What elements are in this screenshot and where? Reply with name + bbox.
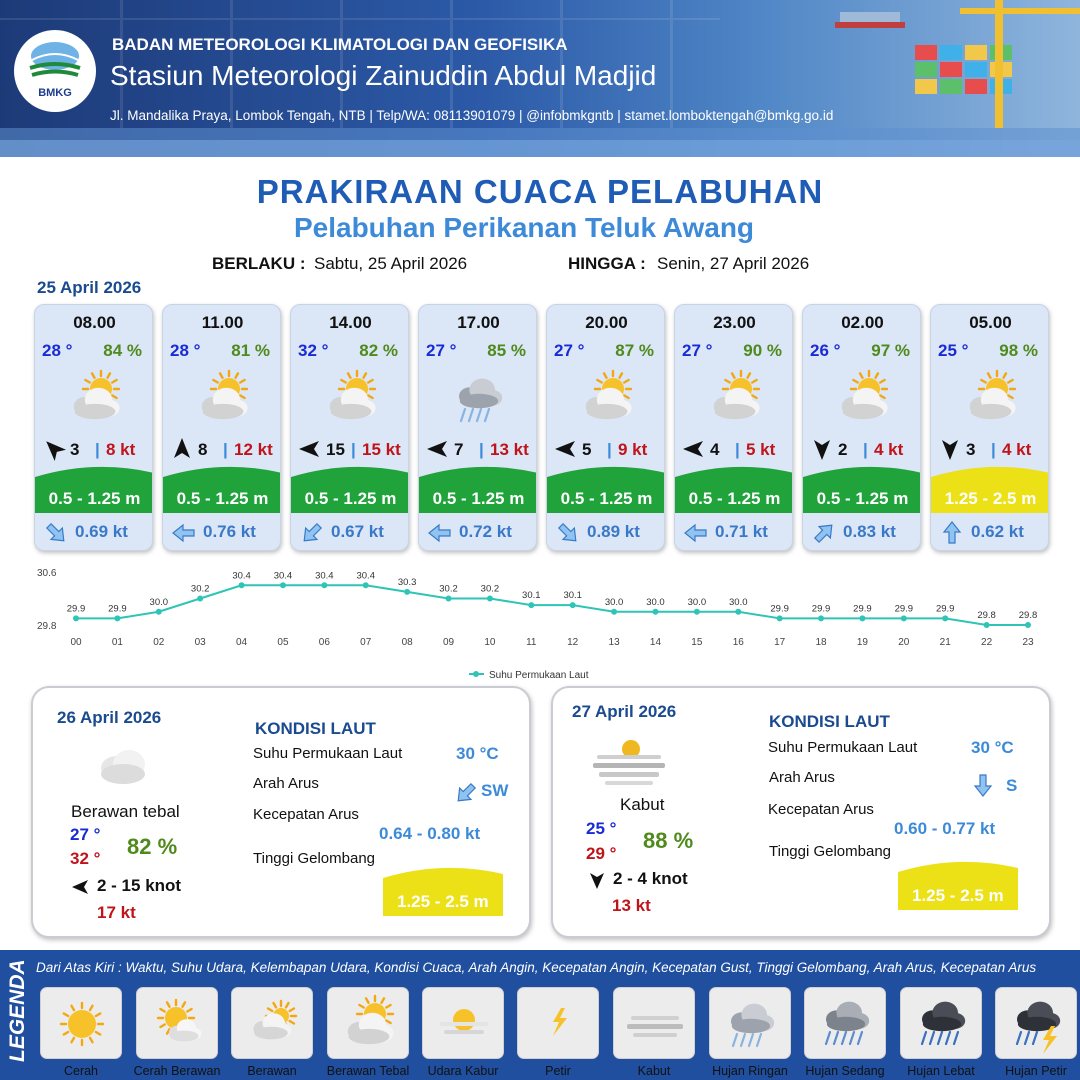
day2-current-speed-label: Kecepatan Arus [253, 806, 359, 823]
hour-humidity: 90 % [743, 341, 782, 360]
separator: | [863, 440, 868, 459]
legend-hujan-sedang [804, 987, 886, 1059]
x-tick-label: 21 [939, 637, 951, 648]
current-arrow-icon [810, 519, 838, 551]
data-point [859, 615, 865, 621]
data-label: 30.3 [397, 576, 417, 588]
contact-info: Jl. Mandalika Praya, Lombok Tengah, NTB | Telp/WA: 08113901079 | @infobmkgntb | stamet.lomboktengah@bmkg.go.id [110, 108, 834, 123]
x-tick-label: 19 [856, 637, 868, 648]
data-point [363, 582, 369, 588]
x-tick-label: 09 [442, 637, 455, 648]
wind-arrow-icon [424, 435, 452, 468]
day2-wave-label: Tinggi Gelombang [253, 850, 376, 867]
legend-label: Berawan [247, 1064, 297, 1078]
station-name: Stasiun Meteorologi Zainuddin Abdul Madjid [110, 60, 657, 91]
day3-temp-max: 29 ° [586, 844, 617, 863]
data-point [446, 596, 452, 602]
day3-sst-label: Suhu Permukaan Laut [768, 739, 918, 756]
day3-panel [551, 686, 1051, 938]
data-label: 30.0 [729, 596, 748, 608]
hour-wind-speed: 5 [582, 440, 592, 459]
day2-humidity: 82 % [127, 834, 178, 859]
legend-label: Udara Kabur [427, 1064, 499, 1078]
day3-temp-min: 25 ° [586, 819, 617, 838]
data-label: 29.8 [977, 610, 996, 621]
hour-current-speed: 0.72 kt [459, 522, 512, 541]
day2-temp-min: 27 ° [70, 825, 101, 844]
separator: | [735, 440, 740, 459]
hour-gust: 9 kt [618, 440, 648, 459]
day2-temp-max: 32 ° [70, 849, 101, 868]
legend-label: Hujan Lebat [907, 1064, 975, 1078]
data-label: 29.9 [853, 603, 872, 615]
data-point [611, 609, 617, 615]
x-tick-label: 23 [1022, 637, 1034, 648]
wind-arrow-icon [69, 876, 93, 903]
data-label: 30.1 [563, 590, 582, 602]
hour-temp: 32 ° [298, 341, 329, 360]
x-tick-label: 02 [153, 637, 165, 648]
y-tick-label: 30.6 [37, 568, 57, 579]
x-tick-label: 17 [774, 637, 786, 648]
berawan-tebal-icon [329, 990, 409, 1063]
day1-date: 25 April 2026 [37, 278, 142, 297]
kabut-icon [615, 990, 695, 1063]
hour-current-speed: 0.71 kt [715, 522, 768, 541]
hour-temp: 25 ° [938, 341, 969, 360]
separator: | [351, 440, 356, 459]
legend-label: Hujan Ringan [712, 1064, 788, 1078]
hour-wave: 0.5 - 1.25 m [48, 489, 141, 508]
header-banner [0, 0, 1080, 157]
hour-humidity: 81 % [231, 341, 270, 360]
hour-current-speed: 0.89 kt [587, 522, 640, 541]
day2-date: 26 April 2026 [57, 708, 162, 727]
hour-wind-speed: 15 [326, 440, 345, 459]
hourly-forecast-cards [0, 304, 1080, 552]
legend-label: Petir [545, 1064, 571, 1078]
x-tick-label: 04 [236, 637, 248, 648]
data-label: 30.4 [273, 570, 293, 582]
data-label: 30.2 [190, 583, 210, 595]
valid-to-label: HINGGA : [568, 254, 646, 273]
data-point [239, 582, 245, 588]
thick-cloud-icon [93, 738, 153, 793]
hour-current-speed: 0.83 kt [843, 522, 896, 541]
hour-time: 17.00 [457, 313, 500, 332]
current-arrow-icon [170, 519, 198, 551]
data-label: 30.4 [315, 570, 334, 582]
wind-arrow-icon [808, 435, 836, 468]
separator: | [991, 440, 996, 459]
legend-label: Cerah [63, 1064, 99, 1078]
hour-temp: 27 ° [554, 341, 585, 360]
berawan-tebal-icon [183, 365, 263, 438]
page-title: PRAKIRAAN CUACA PELABUHAN [256, 173, 824, 210]
valid-from-value: Sabtu, 25 April 2026 [314, 254, 468, 273]
berawan-tebal-icon [567, 365, 647, 438]
day2-current-dir: SW [481, 781, 509, 800]
hour-wave: 0.5 - 1.25 m [688, 489, 781, 508]
hujan-ringan-icon [439, 365, 519, 438]
hour-wave: 0.5 - 1.25 m [432, 489, 525, 508]
day2-gust: 17 kt [97, 903, 136, 922]
sst-chart [0, 560, 1080, 685]
day3-gust: 13 kt [612, 896, 651, 915]
day3-condition: Kabut [620, 795, 665, 814]
separator: | [479, 440, 484, 459]
day3-current-speed-label: Kecepatan Arus [768, 801, 874, 818]
legend-hujan-petir [995, 987, 1077, 1059]
day3-current-dir: S [1006, 776, 1018, 795]
legend-cerah [40, 987, 122, 1059]
data-point [114, 615, 120, 621]
x-tick-label: 01 [111, 637, 123, 648]
day3-sea-title: KONDISI LAUT [769, 712, 890, 731]
hour-gust: 5 kt [746, 440, 776, 459]
hour-wind-speed: 8 [198, 440, 208, 459]
data-point [487, 596, 493, 602]
legend-title: LEGENDA [6, 959, 29, 1062]
hour-current-speed: 0.69 kt [75, 522, 128, 541]
hour-wind-speed: 4 [710, 440, 720, 459]
page-subtitle: Pelabuhan Perikanan Teluk Awang [293, 212, 755, 243]
berawan-tebal-icon [311, 365, 391, 438]
data-label: 29.9 [66, 603, 86, 615]
current-arrow-icon [682, 519, 710, 551]
legend-hujan-lebat [900, 987, 982, 1059]
hour-card [418, 304, 537, 551]
hour-time: 14.00 [329, 313, 372, 332]
hour-card [34, 304, 153, 551]
data-point [984, 622, 990, 628]
hour-gust: 8 kt [106, 440, 136, 459]
legend-panel [0, 950, 1080, 1080]
data-point [942, 615, 948, 621]
data-label: 30.0 [604, 596, 624, 608]
valid-to-value: Senin, 27 April 2026 [657, 254, 810, 273]
day3-wave: 1.25 - 2.5 m [912, 886, 1004, 905]
hour-gust: 15 kt [362, 440, 401, 459]
hour-current-speed: 0.76 kt [203, 522, 256, 541]
hour-humidity: 84 % [103, 341, 142, 360]
day3-wind: 2 - 4 knot [613, 869, 688, 888]
data-point [280, 582, 286, 588]
legend-label: Suhu Permukaan Laut [489, 670, 589, 681]
agency-name: BADAN METEOROLOGI KLIMATOLOGI DAN GEOFISIKA [112, 35, 568, 54]
hour-card [674, 304, 793, 551]
hour-time: 11.00 [201, 313, 244, 332]
sst-chart-svg [0, 560, 1080, 685]
hour-temp: 27 ° [682, 341, 713, 360]
hujan-ringan-icon [711, 990, 791, 1063]
hujan-sedang-icon [806, 990, 886, 1063]
hour-time: 20.00 [585, 313, 628, 332]
hour-current-speed: 0.67 kt [331, 522, 384, 541]
data-point [652, 609, 658, 615]
day2-condition: Berawan tebal [71, 802, 180, 821]
cerah-icon [42, 990, 122, 1063]
legend-label: Hujan Petir [1005, 1064, 1067, 1078]
x-tick-label: 20 [898, 637, 910, 648]
day2-panel [31, 686, 531, 938]
day2-wave: 1.25 - 2.5 m [397, 892, 489, 911]
hour-wave: 0.5 - 1.25 m [816, 489, 909, 508]
legend-hujan-ringan [709, 987, 791, 1059]
day3-date: 27 April 2026 [572, 702, 677, 721]
hour-gust: 13 kt [490, 440, 529, 459]
hour-time: 02.00 [841, 313, 884, 332]
x-tick-label: 14 [649, 637, 662, 648]
hujan-lebat-icon [902, 990, 982, 1063]
hour-temp: 28 ° [170, 341, 201, 360]
separator: | [223, 440, 228, 459]
wind-arrow-icon [552, 435, 580, 468]
sst-line [76, 585, 1028, 625]
x-tick-label: 18 [815, 637, 827, 648]
legend-label: Cerah Berawan [133, 1064, 221, 1078]
logo-text: BMKG [38, 87, 72, 99]
day3-humidity: 88 % [643, 828, 694, 853]
legend-label: Kabut [637, 1064, 671, 1078]
x-tick-label: 12 [567, 637, 579, 648]
data-point [73, 615, 79, 621]
x-tick-label: 10 [484, 637, 496, 648]
hour-card [546, 304, 665, 551]
data-label: 29.9 [108, 603, 127, 615]
day2-sea-title: KONDISI LAUT [255, 719, 376, 738]
legend-cerah-berawan [136, 987, 218, 1059]
day3-wave-label: Tinggi Gelombang [769, 843, 892, 860]
x-tick-label: 16 [732, 637, 744, 648]
legend-udara-kabur [422, 987, 504, 1059]
data-label: 30.2 [480, 583, 500, 595]
current-arrow-icon [554, 519, 582, 551]
data-point [404, 589, 410, 595]
hour-wave: 0.5 - 1.25 m [176, 489, 269, 508]
data-label: 30.0 [687, 596, 707, 608]
data-point [570, 602, 576, 608]
data-label: 30.4 [356, 570, 375, 582]
data-point [1025, 622, 1031, 628]
legend-kabut [613, 987, 695, 1059]
data-label: 29.9 [894, 603, 914, 615]
hour-card [802, 304, 921, 551]
hour-time: 23.00 [713, 313, 756, 332]
legend-petir [517, 987, 599, 1059]
hour-humidity: 85 % [487, 341, 526, 360]
hour-time: 08.00 [73, 313, 116, 332]
y-tick-label: 29.8 [37, 621, 57, 632]
x-tick-label: 03 [194, 637, 206, 648]
current-arrow-icon [426, 519, 454, 551]
hour-gust: 4 kt [1002, 440, 1032, 459]
fog-icon [589, 733, 669, 793]
data-point [321, 582, 327, 588]
day2-sst-label: Suhu Permukaan Laut [253, 745, 403, 762]
legend-marker [473, 671, 479, 677]
data-point [777, 615, 783, 621]
legend-label: Berawan Tebal [326, 1064, 410, 1078]
valid-from-label: BERLAKU : [212, 254, 306, 273]
bmkg-logo [14, 30, 96, 112]
data-point [735, 609, 741, 615]
data-label: 30.4 [232, 570, 251, 582]
x-tick-label: 08 [401, 637, 413, 648]
data-point [156, 609, 162, 615]
hour-card [290, 304, 409, 551]
data-point [818, 615, 824, 621]
berawan-tebal-icon [695, 365, 775, 438]
current-arrow-icon [451, 780, 481, 811]
cerah-berawan-icon [138, 990, 218, 1063]
petir-icon [519, 990, 599, 1063]
legend-label: Hujan Sedang [805, 1064, 885, 1078]
hour-wind-speed: 2 [838, 440, 848, 459]
hour-wave: 1.25 - 2.5 m [944, 489, 1037, 508]
data-label: 29.9 [770, 603, 789, 615]
x-tick-label: 11 [526, 637, 537, 648]
berawan-tebal-icon [55, 365, 135, 438]
x-tick-label: 05 [277, 637, 289, 648]
hour-humidity: 98 % [999, 341, 1038, 360]
day2-wind: 2 - 15 knot [97, 876, 182, 895]
hour-humidity: 87 % [615, 341, 654, 360]
wind-arrow-icon [680, 435, 708, 468]
data-label: 29.9 [935, 603, 955, 615]
data-point [694, 609, 700, 615]
legend-berawan [231, 987, 313, 1059]
data-point [528, 602, 534, 608]
legend-sidebar [0, 950, 34, 1080]
hour-current-speed: 0.62 kt [971, 522, 1024, 541]
x-tick-label: 22 [981, 637, 993, 648]
x-tick-label: 13 [608, 637, 620, 648]
berawan-tebal-icon [823, 365, 903, 438]
current-arrow-icon [970, 772, 996, 803]
hour-humidity: 97 % [871, 341, 910, 360]
berawan-tebal-icon [951, 365, 1031, 438]
hour-wave: 0.5 - 1.25 m [304, 489, 397, 508]
wind-arrow-icon [936, 435, 964, 468]
hujan-petir-icon [997, 990, 1077, 1063]
hour-time: 05.00 [969, 313, 1012, 332]
data-label: 30.2 [439, 583, 458, 595]
day2-current-dir-label: Arah Arus [253, 775, 319, 792]
data-label: 29.8 [1018, 610, 1038, 621]
hour-wave: 0.5 - 1.25 m [560, 489, 653, 508]
hour-temp: 26 ° [810, 341, 841, 360]
day2-current-speed: 0.64 - 0.80 kt [379, 824, 481, 843]
separator: | [95, 440, 100, 459]
data-point [197, 596, 203, 602]
separator: | [607, 440, 612, 459]
berawan-icon [233, 990, 313, 1063]
data-point [901, 615, 907, 621]
current-arrow-icon [298, 519, 326, 551]
x-tick-label: 00 [70, 637, 82, 648]
x-tick-label: 15 [691, 637, 703, 648]
data-label: 30.1 [522, 590, 541, 602]
hour-temp: 27 ° [426, 341, 457, 360]
current-arrow-icon [42, 519, 70, 551]
wind-arrow-icon [40, 435, 68, 468]
day3-current-dir-label: Arah Arus [769, 769, 835, 786]
current-arrow-icon [938, 519, 966, 551]
wind-arrow-icon [168, 435, 196, 468]
hour-gust: 12 kt [234, 440, 273, 459]
hour-temp: 28 ° [42, 341, 73, 360]
hour-wind-speed: 3 [966, 440, 976, 459]
legend-berawan-tebal [327, 987, 409, 1059]
hour-wind-speed: 7 [454, 440, 464, 459]
data-label: 30.0 [149, 596, 169, 608]
hour-wind-speed: 3 [70, 440, 80, 459]
wind-arrow-icon [296, 435, 324, 468]
udara-kabur-icon [424, 990, 504, 1063]
hour-card [930, 304, 1049, 551]
legend-description: Dari Atas Kiri : Waktu, Suhu Udara, Kelembapan Udara, Kondisi Cuaca, Arah Angin, Kecepatan Angin, Kecepatan Gust, Tinggi Gelombang, Arah Arus, Kecepatan Arus [36, 960, 1037, 975]
hour-card [162, 304, 281, 551]
data-label: 29.9 [811, 603, 831, 615]
hour-humidity: 82 % [359, 341, 398, 360]
wind-arrow-icon [585, 869, 609, 896]
data-label: 30.0 [646, 596, 665, 608]
hour-gust: 4 kt [874, 440, 904, 459]
day2-sst-value: 30 °C [456, 744, 499, 763]
day3-sst-value: 30 °C [971, 738, 1014, 757]
x-tick-label: 06 [318, 637, 330, 648]
x-tick-label: 07 [360, 637, 372, 648]
day3-current-speed: 0.60 - 0.77 kt [894, 819, 996, 838]
